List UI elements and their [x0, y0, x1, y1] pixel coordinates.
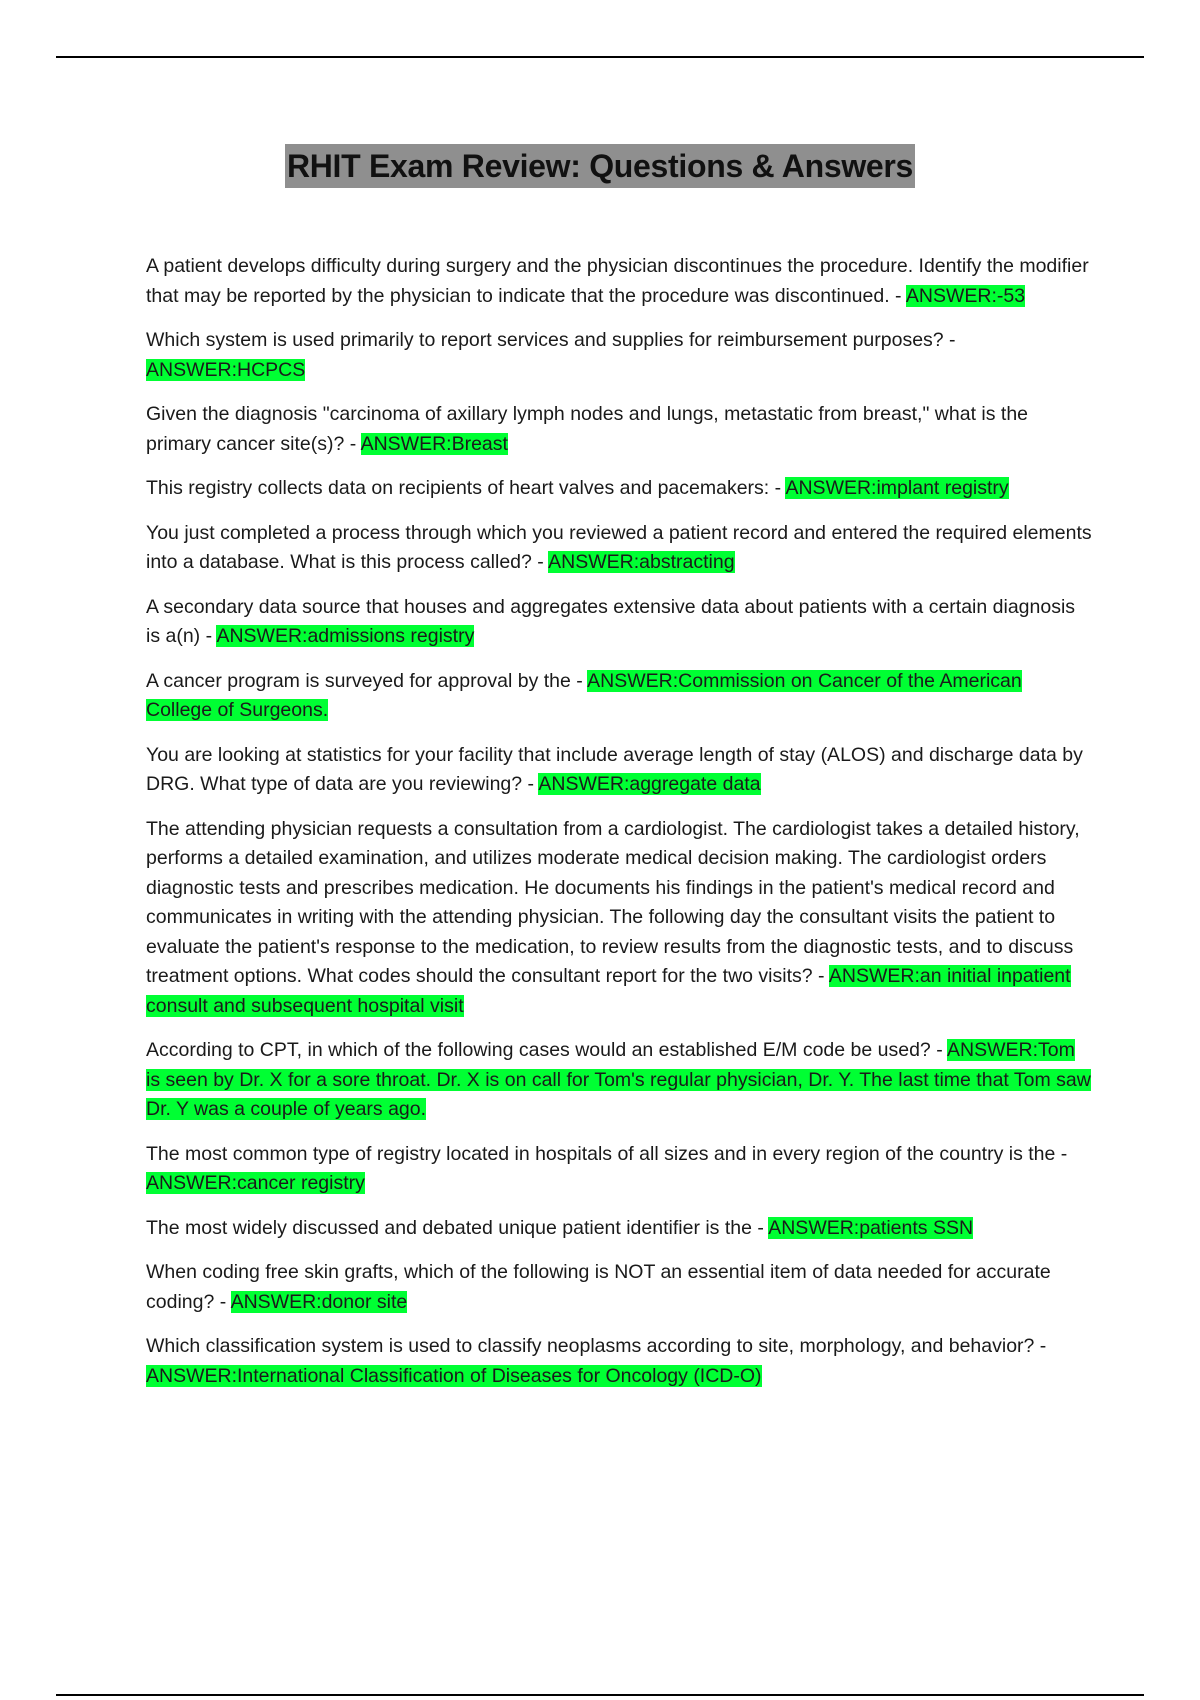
answer-text: ANSWER:aggregate data [538, 773, 761, 795]
answer-text: ANSWER:patients SSN [768, 1216, 974, 1239]
qa-item [146, 1332, 1092, 1391]
qa-item [146, 252, 1092, 311]
qa-list [146, 252, 1092, 1406]
answer-text: ANSWER:Tom is seen by Dr. X for a sore throat. Dr. X is on call for Tom's regular physician, Dr. Y. The last time that Tom saw Dr. Y was a couple of years ago. [146, 1039, 1091, 1120]
answer-text: ANSWER:cancer registry [146, 1172, 365, 1194]
question-text: The attending physician requests a consultation from a cardiologist. The cardiologist takes a detailed history, performs a detailed examination, and utilizes moderate medical decision making. The cardiologist orders diagnostic tests and prescribes medication. He documents his findings in the patient's medical record and communicates in writing with the attending physician. The following day the consultant visits the patient to evaluate the patient's response to the medication, to review results from the diagnostic tests, and to discuss treatment options. What codes should the consultant report for the two visits? - [146, 817, 1080, 987]
qa-item [146, 815, 1092, 1022]
qa-item [146, 1036, 1092, 1125]
qa-item [146, 326, 1092, 385]
qa-item [146, 741, 1092, 800]
question-text: Given the diagnosis "carcinoma of axillary lymph nodes and lungs, metastatic from breast," what is the primary cancer site(s)? - [146, 403, 1029, 455]
question-text: Which system is used primarily to report services and supplies for reimbursement purposes? - [146, 329, 956, 351]
top-rule [56, 56, 1144, 58]
title-container [0, 144, 1200, 188]
question-text: This registry collects data on recipients of heart valves and pacemakers: - [146, 477, 786, 499]
answer-text: ANSWER:an initial inpatient consult and subsequent hospital visit [146, 965, 1071, 1017]
bottom-rule [56, 1694, 1144, 1696]
question-text: According to CPT, in which of the following cases would an established E/M code be used? - [146, 1039, 948, 1061]
answer-text: ANSWER:abstracting [548, 551, 735, 573]
answer-text: ANSWER:International Classification of Diseases for Oncology (ICD-O) [146, 1364, 762, 1387]
answer-text: ANSWER:admissions registry [216, 625, 475, 647]
answer-text: ANSWER:HCPCS [146, 358, 306, 381]
qa-item [146, 1140, 1092, 1199]
page-title: RHIT Exam Review: Questions & Answers [285, 144, 915, 188]
question-text: The most common type of registry located in hospitals of all sizes and in every region of the country is the - [146, 1142, 1068, 1165]
question-text: A cancer program is surveyed for approval by the - [146, 669, 588, 692]
qa-item [146, 519, 1092, 578]
question-text: A secondary data source that houses and aggregates extensive data about patients with a certain diagnosis is a(n) - [146, 595, 1076, 647]
answer-text: ANSWER:-53 [905, 284, 1026, 307]
question-text: You are looking at statistics for your facility that include average length of stay (ALOS) and discharge data by DRG. What type of data are you reviewing? - [146, 743, 1083, 795]
answer-text: ANSWER:Commission on Cancer of the American College of Surgeons. [146, 669, 1022, 721]
question-text: The most widely discussed and debated unique patient identifier is the - [146, 1216, 769, 1239]
qa-item [146, 1258, 1092, 1317]
answer-text: ANSWER:donor site [230, 1290, 408, 1313]
qa-item [146, 474, 1092, 504]
qa-item [146, 593, 1092, 652]
question-text: You just completed a process through which you reviewed a patient record and entered the required elements into a database. What is this process called? - [146, 521, 1092, 573]
answer-text: ANSWER:Breast [360, 432, 508, 455]
question-text: Which classification system is used to classify neoplasms according to site, morphology, and behavior? - [146, 1335, 1047, 1357]
qa-item [146, 1214, 1092, 1244]
qa-item [146, 667, 1092, 726]
question-text: A patient develops difficulty during surgery and the physician discontinues the procedure. Identify the modifier that may be reported by the physician to indicate that the procedure was discontinued. - [146, 255, 1089, 307]
question-text: When coding free skin grafts, which of the following is NOT an essential item of data needed for accurate coding? - [146, 1261, 1051, 1313]
answer-text: ANSWER:implant registry [785, 477, 1009, 499]
qa-item [146, 400, 1092, 459]
